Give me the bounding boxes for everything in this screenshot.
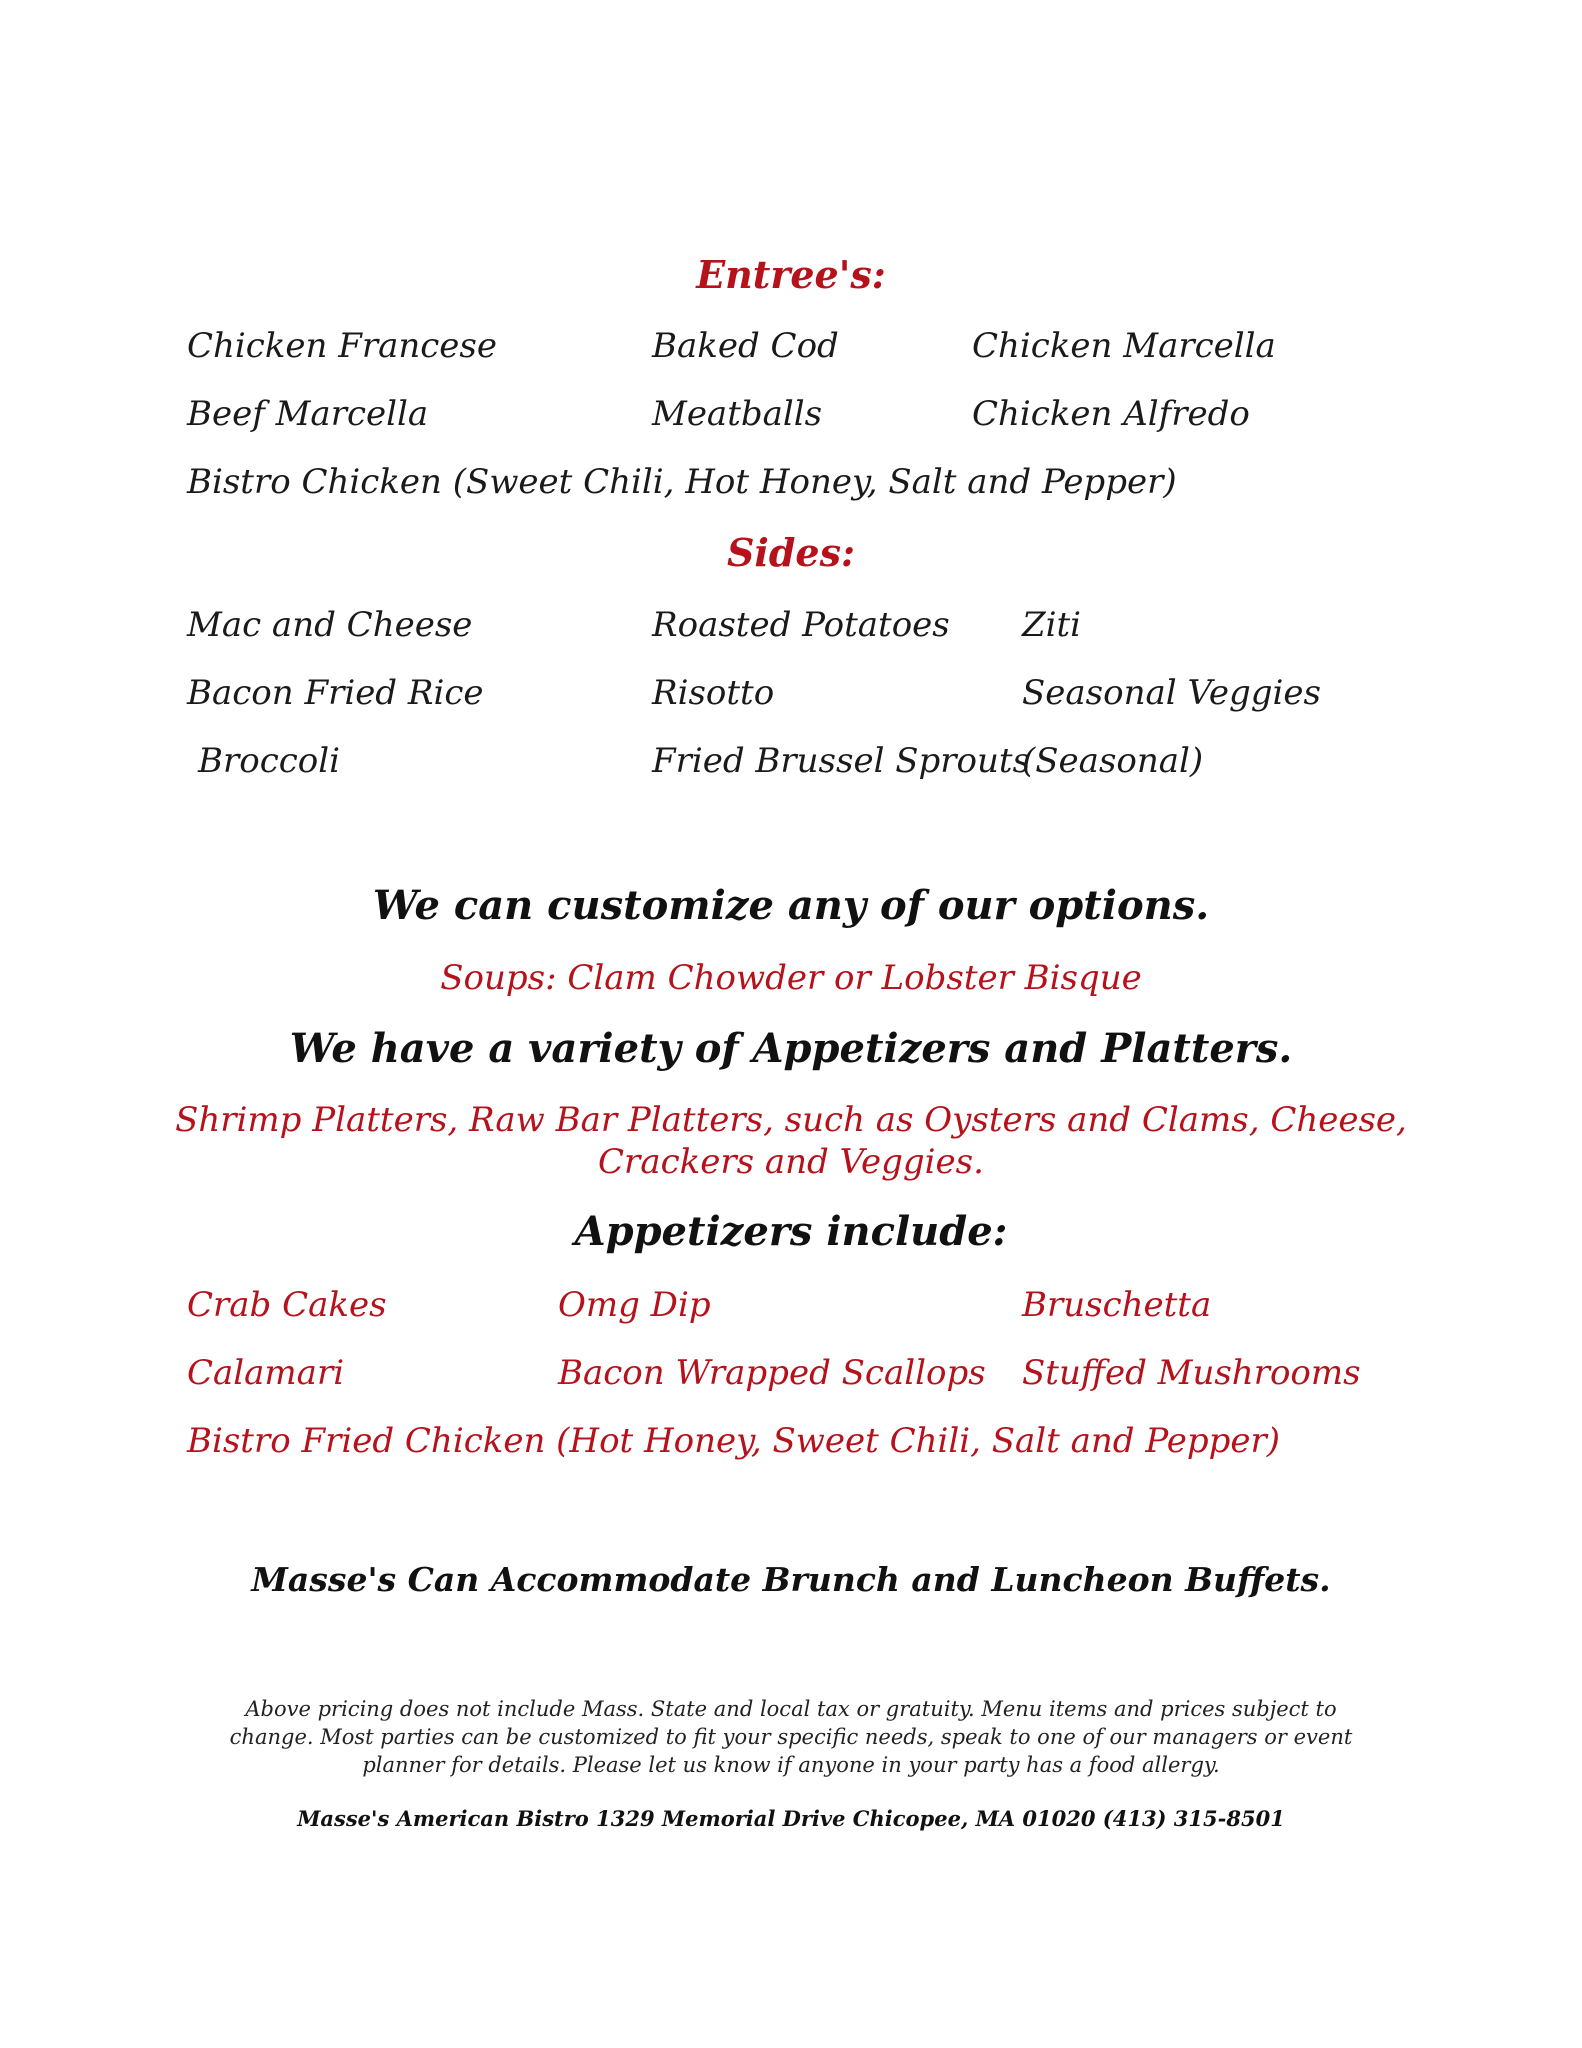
appetizer-item: Bruschetta [1022, 1285, 1212, 1325]
side-item: Roasted Potatoes [652, 605, 950, 645]
variety-statement: We have a variety of Appetizers and Platters. [289, 1025, 1293, 1072]
side-item: Broccoli [198, 741, 341, 781]
entree-item: Beef Marcella [187, 394, 429, 434]
entree-full-line: Bistro Chicken (Sweet Chili, Hot Honey, Salt and Pepper) [187, 462, 1177, 502]
restaurant-address: Masse's American Bistro 1329 Memorial Drive Chicopee, MA 01020 (413) 315-8501 [297, 1806, 1285, 1831]
appetizer-item: Calamari [187, 1353, 345, 1393]
appetizer-item: Bacon Wrapped Scallops [558, 1353, 986, 1393]
appetizers-heading: Appetizers include: [574, 1208, 1008, 1255]
soups-line: Soups: Clam Chowder or Lobster Bisque [440, 958, 1142, 998]
side-item: Bacon Fried Rice [187, 673, 484, 713]
entree-item: Baked Cod [652, 326, 839, 366]
side-item: Mac and Cheese [187, 605, 473, 645]
side-item: Seasonal Veggies [1022, 673, 1321, 713]
side-item: Ziti [1022, 605, 1082, 645]
buffets-statement: Masse's Can Accommodate Brunch and Luncheon Buffets. [251, 1560, 1331, 1599]
appetizer-item: Stuffed Mushrooms [1022, 1353, 1361, 1393]
side-item: (Seasonal) [1022, 741, 1204, 781]
entree-item: Chicken Marcella [972, 326, 1276, 366]
entree-item: Meatballs [652, 394, 823, 434]
disclaimer-text: Above pricing does not include Mass. State and local tax or gratuity. Menu items and prices subject to change. Most parties can be customized to fit your specific needs, speak to one of our managers or event planner for details. Please let us know if anyone in your party has a food allergy. [229, 1697, 1353, 1777]
appetizer-item: Omg Dip [558, 1285, 711, 1325]
appetizer-full-line: Bistro Fried Chicken (Hot Honey, Sweet Chili, Salt and Pepper) [187, 1421, 1281, 1461]
sides-heading: Sides: [726, 530, 856, 575]
appetizer-item: Crab Cakes [187, 1285, 387, 1325]
entree-item: Chicken Francese [187, 326, 498, 366]
customize-statement: We can customize any of our options. [372, 882, 1210, 929]
platters-line-2: Crackers and Veggies. [598, 1142, 984, 1182]
entrees-heading: Entree's: [696, 252, 886, 297]
side-item: Risotto [652, 673, 775, 713]
platters-line-1: Shrimp Platters, Raw Bar Platters, such as Oysters and Clams, Cheese, [175, 1100, 1407, 1140]
side-item: Fried Brussel Sprouts [652, 741, 1031, 781]
entree-item: Chicken Alfredo [972, 394, 1250, 434]
